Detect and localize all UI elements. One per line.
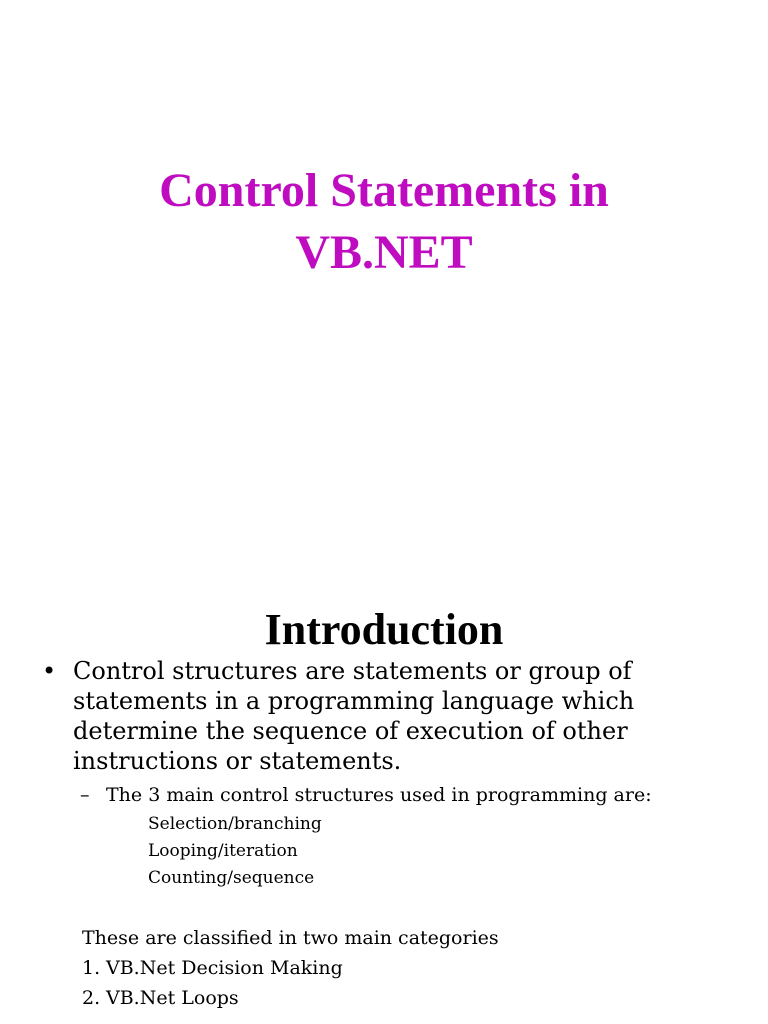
list-item	[82, 983, 343, 1013]
categories-list	[82, 953, 343, 1013]
categories-intro: These are classified in two main categories	[82, 927, 499, 949]
slide-title-line-2: VB.NET	[295, 226, 473, 279]
list-item: Counting/sequence	[148, 868, 315, 888]
slide-title-line-1: Control Statements in	[159, 164, 609, 217]
sub-bullet-text: The 3 main control structures used in programming are:	[106, 784, 652, 806]
list-number: 2.	[82, 987, 101, 1009]
list-item-label: VB.Net Decision Making	[106, 957, 343, 979]
bullet-marker: •	[42, 657, 57, 685]
bullet-text: Control structures are statements or group of statements in a programming language which determine the sequence of execution of other instructions or statements.	[73, 657, 635, 775]
section-heading: Introduction	[264, 605, 504, 654]
list-item	[82, 953, 343, 983]
list-number: 1.	[82, 957, 101, 979]
slide-title	[0, 160, 768, 284]
list-item: Selection/branching	[148, 814, 322, 834]
bullet-item	[42, 656, 742, 776]
list-item-label: VB.Net Loops	[106, 987, 239, 1009]
list-item: Looping/iteration	[148, 841, 298, 861]
structures-list	[148, 811, 322, 892]
sub-bullet-marker: –	[80, 784, 90, 806]
sub-bullet-item	[80, 782, 760, 808]
